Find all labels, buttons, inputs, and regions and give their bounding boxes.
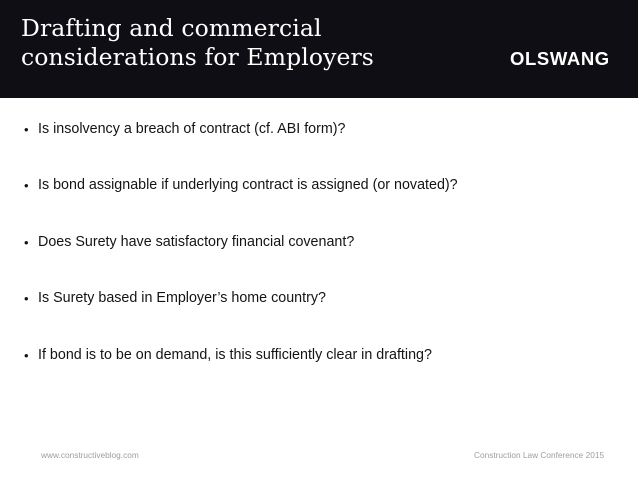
bullet-marker: • [24,290,29,306]
bullet-text: Does Surety have satisfactory financial covenant? [38,234,355,250]
bullet-marker: • [24,234,29,250]
slide-title-line-2: considerations for Employers [21,43,374,71]
bullet-item [24,231,354,253]
title-banner [0,0,638,98]
slide-title [21,14,461,72]
bullet-text: Is Surety based in Employer’s home country? [38,290,326,306]
slide-title-line-1: Drafting and commercial [21,14,322,42]
bullet-item [24,344,432,366]
footer-conference: Construction Law Conference 2015 [474,450,605,460]
bullet-marker: • [24,347,29,363]
bullet-item [24,118,346,140]
bullet-item [24,287,326,309]
bullet-item [24,174,458,196]
bullet-text: If bond is to be on demand, is this sufficiently clear in drafting? [38,347,432,363]
footer-website: www.constructiveblog.com [41,450,139,460]
olswang-logo: OLSWANG [510,48,610,69]
bullet-marker: • [24,121,29,137]
bullet-text: Is bond assignable if underlying contract is assigned (or novated)? [38,177,458,193]
bullet-marker: • [24,177,29,193]
bullet-text: Is insolvency a breach of contract (cf. ABI form)? [38,121,346,137]
